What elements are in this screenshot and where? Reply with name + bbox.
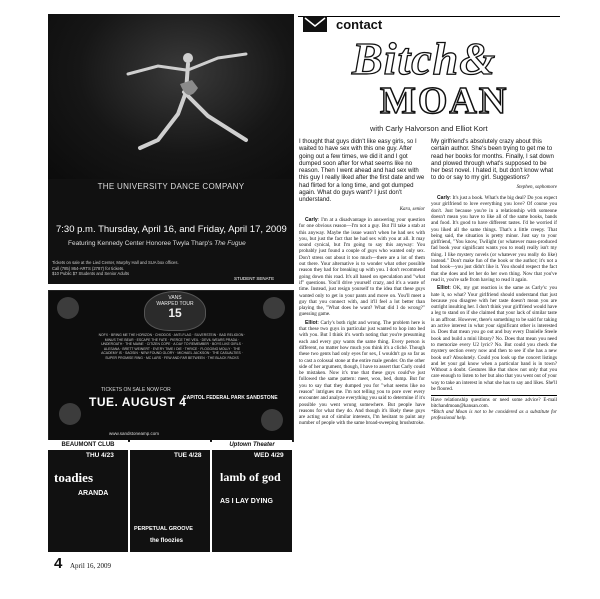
answer-text: I'm at a disadvantage in answering your question for one obvious reason—I'm not a guy. But I'll take a stab at this anyway. Maybe the issue wasn't when he had sex with you, but just the fact that he had sex with you at all. It may sound cynical, but I'm going to say this anyway: You probably just found a couple of guys who wanted only sex. Don't stress out about it too much—there are a lot of them out there. Your alternative is to wonder what other possible reason they had for breaking up with you. I don't recommend going down this road. It's all based on speculation and "what if" questions. You'll drive yourself crazy, and it's a waste of time. Instead, just resign yourself to the idea that these guys wanted only to get in your pants and move on. You'll meet a guy that you connect with, and it'll feel a lot better than playing the, "What does he want? What did I do wrong?" guessing game.: [299, 216, 425, 318]
club-ad-beaumont: [48, 440, 128, 552]
answer-speaker: Carly: [305, 216, 318, 223]
venue: CAPITOL FEDERAL PARK SANDSTONE: [183, 395, 278, 401]
text-column-right: [431, 138, 557, 422]
band-lineup: NOFX · BRING ME THE HORIZON · CHIODOS · ANTI-FLAG · SILVERSTEIN · BAD RELIGION · MINUS THE BEAR · ESCAPE THE FATE · PIERCE THE VEIL · DEVIL WEARS PRADA · UNDEROATH · THE MAINE · CITIZEN COPE · A DAY TO REMEMBER · BOYS LIKE GIRLS · ALESANA · BRETT WEINERT · EVERY TIME I DIE · THRICE · FLOGGING MOLLY · THE ACADEMY IS · SAOSIN · NEW FOUND GLORY · MICHAEL JACKSON · THE CASUALTIES · SUPER PROMISE RING · MC LARS · FEW AND FAR BETWEEN · THE BLACK PACKS: [98, 333, 246, 360]
performance-dates: 7:30 p.m. Thursday, April 16, and Friday, April 17, 2009: [56, 224, 287, 235]
column-title-line1: Bitch&: [352, 33, 497, 84]
ticket-line-1: Tickets on sale at the Lied Center, Murphy Hall and SUA box offices.: [52, 260, 179, 265]
answer-speaker: Carly: [437, 195, 450, 202]
answer-speaker: Elliot: [437, 285, 450, 292]
venue-url: www.sandstoneamp.com: [109, 431, 160, 436]
column-footer: [431, 395, 557, 422]
dancer-silhouette-icon: [118, 44, 258, 164]
club-ads: [48, 440, 294, 552]
contact-note: Have relationship questions or need some advice? E-mail bitchandmoan@kansan.com.: [431, 398, 557, 410]
club-name: [130, 440, 210, 450]
show-date: THU 4/23: [86, 452, 114, 459]
page-number: 4: [54, 555, 63, 572]
ticket-line-3: $10 Public $7 Students and Senior Adults: [52, 271, 130, 276]
byline: with Carly Halvorson and Elliot Kort: [370, 124, 488, 133]
band-name: toadies: [54, 470, 93, 485]
band-name: PERPETUAL GROOVE: [134, 526, 193, 532]
opening-band: AS I LAY DYING: [220, 498, 273, 505]
answer-text: Carly's both right and wrong. The problem here is that these two guys in particular just wanted to hop into bed with you. But I think it's worth noting that you're presuming each and every guy wants the same thing. Every person is different, no matter how much you think it's a cliché. Though these two gents had only eyes for sex, I wouldn't go so far as to cast a colossal stone at the entire male gender. On the other side of her argument, though, I have to assert that Carly could be mistaken. Now it's true that these guys could've just followed the same pattern: meet, woo, bed, dump. But for you to say that they dumped you for "what seems like no reason" intrigues me. I'm not telling you to pore over every encounter and analyze everything you said to determine if it's possible you went wrong somewhere. But people have reasons for what they do. And though it's likely these guys are acting out of similar interests, I'm hesitant to paint any number of people with the same broad-sweeping brushstroke.: [299, 319, 425, 427]
club-ad-uptown: [212, 440, 292, 552]
opening-band: the floozies: [150, 538, 184, 544]
club-ad-groove: [130, 440, 210, 552]
skull-icon: [59, 403, 81, 425]
event-name: WARPED TOUR: [156, 301, 194, 307]
section-label: contact: [336, 17, 383, 32]
disclaimer: *Bitch and Moan is not to be considered as a substitute for professional help.: [431, 410, 557, 422]
warped-logo: [144, 291, 206, 331]
answer-text: OK, my gut reaction is the same as Carly's: you hate it, so what? Your girlfriend should understand that just because you disagree with her taste doesn't mean you are outright insulting her. I don't think your girlfriend would have a leg to stand on if she claimed that your lack of similar taste is an affront. However, there's something to be said for taking an active interest in what your significant other is interested in. Does that mean you go out and buy every Danielle Steele book and build a mini library? No. Does that mean you need to memorize every U2 lyric? No. But could you check the mystery section every now and then to see if she has a new book out? Absolutely. Could you look up the concert listings and let your gal know when a particular band is in town? Without a doubt. Gestures like that show not only that you care enough to listen to her but also that you went out of your way to take an interest in what she has to say and likes. She'll be floored.: [431, 285, 557, 392]
brand: VANS: [168, 295, 182, 301]
band-name: lamb of god: [220, 470, 281, 484]
featuring-text: Featuring Kennedy Center Honoree Twyla Tharp's: [68, 240, 213, 247]
letter-question: I thought that guys didn't like easy girls, so I waited to have sex with this one guy. After going out a few times, we did it and I got dumped soon after for what seems like no reason. Then I went ahead and had sex with this guy I really liked after the first date and we had flirted for a long time, and got dumped again. What do guys want? I just don't understand.: [299, 138, 425, 204]
featured-work: The Fugue: [214, 240, 246, 247]
event-date: TUE. AUGUST 4: [89, 395, 187, 409]
answer-speaker: Elliot: [305, 319, 318, 326]
tickets-note: TICKETS ON SALE NOW FOR: [101, 387, 171, 393]
skull-icon: [57, 297, 79, 319]
ticket-line-2: Call (785) 864-ARTS (2787) for tickets.: [52, 265, 125, 271]
show-date: TUE 4/28: [174, 452, 202, 459]
skull-icon: [261, 409, 283, 431]
text-column-left: [299, 138, 425, 429]
answer-paragraph: Elliot: OK, my gut reaction is the same as Carly's: you hate it, so what? Your girlfriend should understand that just because you disagree with her taste doesn't mean you are outright insulting her. I don't think your girlfriend would have a leg to stand on if she claimed that your lack of similar taste is an affront. However, there's something to be said for taking an active interest in what your significant other is interested in. Does that mean you go out and buy every Danielle Steele book and build a mini library? No. Does that mean you need to memorize every U2 lyric? No. But could you check the mystery section every now and then to see if she has a new book out? Absolutely. Could you look up the concert listings and let your gal know when a particular band is in town? Without a doubt. Gestures like that show not only that you care enough to listen to her but also that you went out of your way to take an interest in what she has to say and likes. She'll be floored.: [431, 285, 557, 392]
dancer-photo: [48, 14, 294, 179]
dance-company-ad: [48, 14, 294, 284]
page-date: April 16, 2009: [70, 562, 112, 570]
answer-text: It's just a book. What's the big deal? Do you expect your girlfriend to love everything you love? Of course you don't. Just because you're in a relationship with someone doesn't mean you have to like all of the same books, bands and food. It's good to have different tastes. I'd be worried if you liked all the same things. That's a little creepy. That being said, the situation is pretty minor. Just say to your girlfriend, "You know, Twilight (or whatever mass-produced fad book your significant wants you to read) really isn't my thing. I like mystery novels (or whatever you really do like) instead." Don't make fun of the book or the author; it's not a bad book—you just didn't like it. You should respect the fact that she does and let her do her own thing. Now that you've read it, you're safe from having to read it again.: [431, 195, 557, 283]
show-date: WED 4/29: [254, 452, 284, 459]
column-title-line2: MOAN: [380, 80, 509, 122]
opening-band: ARANDA: [78, 490, 109, 497]
letter-signature: Kara, senior: [399, 206, 425, 212]
club-name: Uptown Theater: [212, 440, 292, 450]
sponsor-logo: STUDENT SENATE: [234, 276, 275, 281]
warped-tour-ad: [48, 290, 294, 442]
featuring-line: [68, 240, 246, 247]
skull-icon: [263, 297, 285, 319]
letter-question: My girlfriend's absolutely crazy about this certain author. She's been trying to get me to read her books for months. Finally, I sat down and plowed through what's supposed to be her best novel. I hated it, but don't know what to do or say to my girl. Suggestions?: [431, 138, 554, 182]
letter-signature: Stephen, sophomore: [516, 184, 557, 190]
ticket-info: [52, 260, 232, 277]
anniversary-number: 15: [168, 306, 182, 320]
company-name: THE UNIVERSITY DANCE COMPANY: [97, 182, 245, 191]
club-name: BEAUMONT CLUB: [48, 440, 128, 450]
envelope-icon: [303, 16, 327, 32]
answer-paragraph: Elliot: Carly's both right and wrong. The problem here is that these two guys in particular just wanted to hop into bed with you. But I think it's worth noting that you're presuming each and every guy wants the same thing. Every person is different, no matter how much you think it's a cliché. Though these two gents had only eyes for sex, I wouldn't go so far as to cast a colossal stone at the entire male gender. On the other side of her argument, though, I have to assert that Carly could be mistaken. Now it's true that these guys could've just followed the same pattern: meet, woo, bed, dump. But for you to say that they dumped you for "what seems like no reason" intrigues me. I'm not telling you to pore over every encounter and analyze everything you said to determine if it's possible you went wrong somewhere. But people have reasons for what they do. And though it's likely these guys are acting out of similar interests, I'm hesitant to paint any number of people with the same broad-sweeping brushstroke.: [299, 319, 425, 427]
answer-paragraph: Carly: It's just a book. What's the big deal? Do you expect your girlfriend to love everything you love? Of course you don't. Just because you're in a relationship with someone doesn't mean you have to like all of the same books, bands and food. It's good to have different tastes. I'd be worried if you liked all the same things. That's a little creepy. That being said, the situation is pretty minor. Just say to your girlfriend, "You know, Twilight (or whatever mass-produced fad book your significant wants you to read) really isn't my thing. I like mystery novels (or whatever you really do like) instead." Don't make fun of the book or the author; it's not a bad book—you just didn't like it. You should respect the fact that she does and let her do her own thing. Now that you've read it, you're safe from having to read it again.: [431, 195, 557, 283]
answer-paragraph: Carly: I'm at a disadvantage in answering your question for one obvious reason—I'm not a guy. But I'll take a stab at this anyway. Maybe the issue wasn't when he had sex with you, but just the fact that he had sex with you at all. It may sound cynical, but I'm going to say this anyway: You probably just found a couple of guys who wanted only sex. Don't stress out about it too much—there are a lot of them out there. Your alternative is to wonder what other possible reason they had for breaking up with you. I don't recommend going down this road. It's all based on speculation and "what if" questions. You'll drive yourself crazy, and it's a waste of time. Instead, just resign yourself to the idea that these guys wanted only to get in your pants and move on. You'll meet a guy that you connect with, and it'll feel a lot better than playing the, "What does he want? What did I do wrong?" guessing game.: [299, 216, 425, 318]
